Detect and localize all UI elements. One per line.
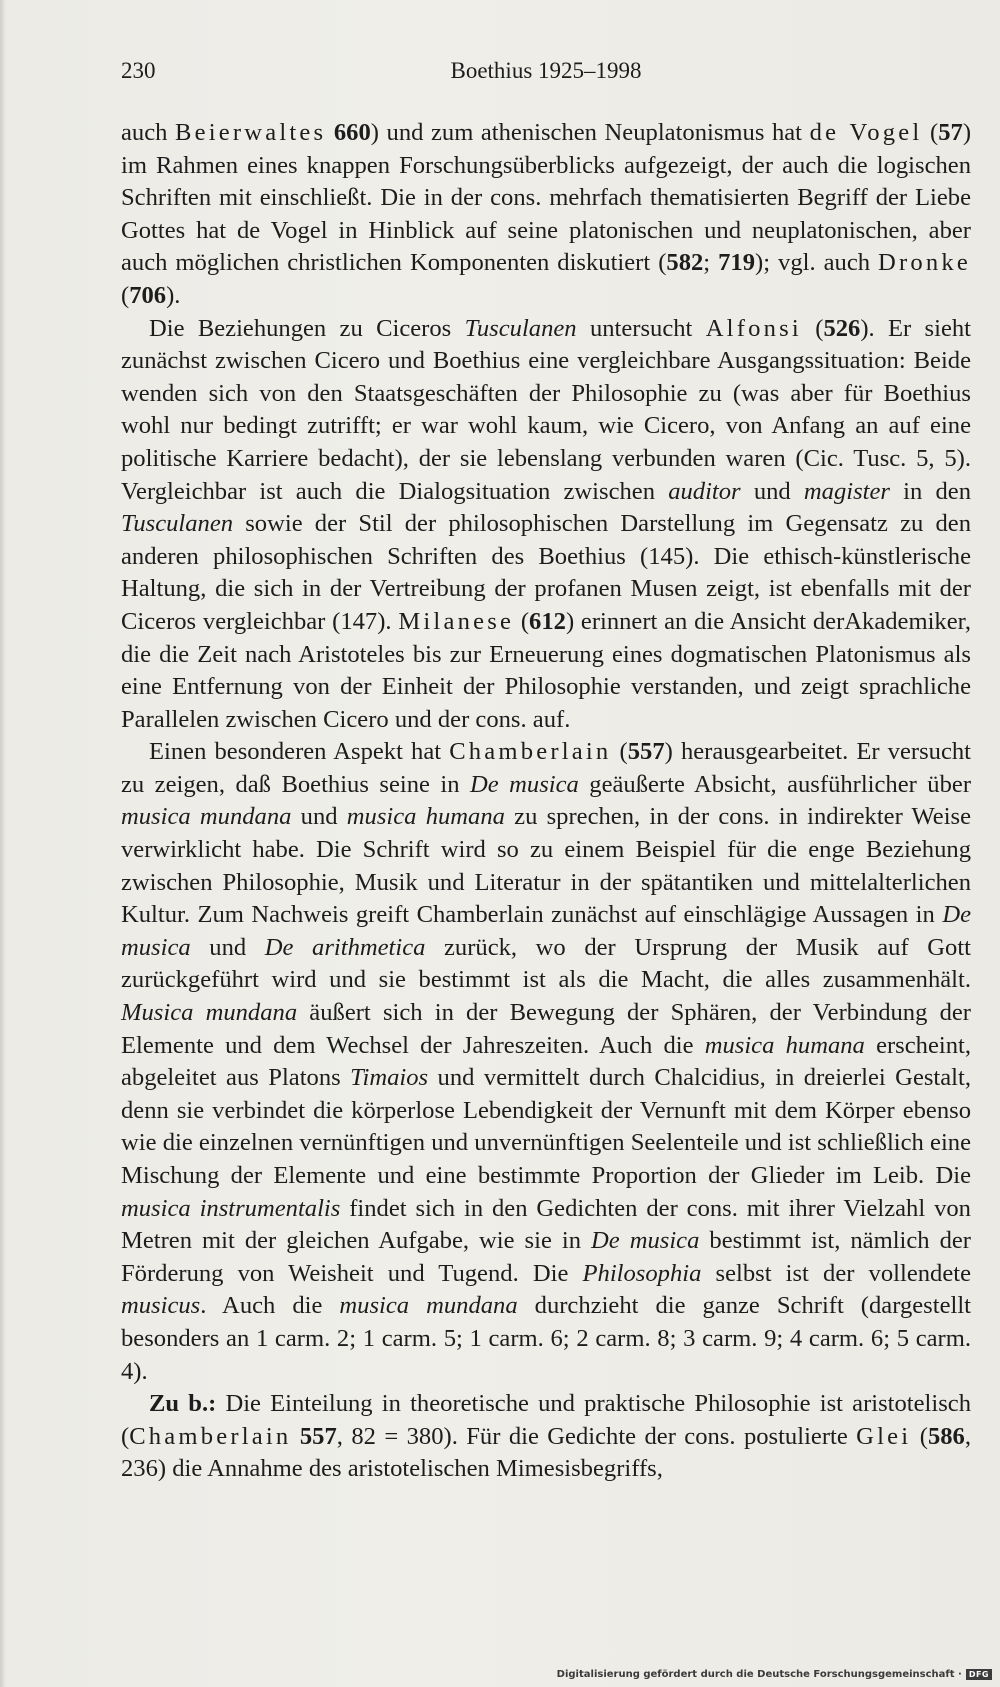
author-name: Glei: [856, 1422, 912, 1450]
text-run: ) herausgearbeitet. Er versucht zu zeigen, daß Boethius seine in: [121, 738, 971, 798]
author-name: de Vogel: [809, 119, 923, 146]
text-run: [326, 119, 334, 146]
italic-term: musica humana: [346, 803, 505, 831]
text-run: Einen besonderen Aspekt hat: [149, 738, 450, 766]
text-run: Die Einteilung in theoretische und praktische Philosophie ist aristotelisch (: [121, 1390, 971, 1450]
italic-term: musica instrumentalis: [121, 1194, 341, 1222]
text-run: ). Er sieht zunächst zwischen Cicero und Boethius eine vergleichbare Ausgangssituation: Beide wenden sich von den Staatsgeschäften der Philosophie zu (was aber für Boethius wohl nur bedingt zutrifft; er war wohl kaum, wie Cicero, von Anfang an auf eine politische Karriere bedacht), der sie lebenslang verbunden waren (Cic. Tusc. 5, 5). Vergleichbar ist auch die Dialogsituation zwischen: [121, 314, 971, 505]
bold-reference: 660: [333, 119, 371, 146]
text-run: (: [611, 738, 628, 766]
text-run: bestimmt ist, nämlich der Förderung von Weisheit und Tugend. Die: [121, 1227, 971, 1287]
text-run: ).: [166, 281, 181, 309]
author-name: Dronke: [878, 249, 972, 277]
text-run: . Auch die: [200, 1292, 340, 1320]
italic-term: musica mundana: [121, 803, 292, 831]
dfg-logo: DFG: [966, 1669, 992, 1680]
italic-term: De musica: [469, 770, 579, 798]
bold-reference: 706: [129, 281, 167, 309]
author-name: Alfonsi: [705, 314, 802, 342]
text-run: untersucht: [576, 314, 706, 342]
paragraph: [121, 1388, 971, 1486]
text-run: und: [291, 803, 347, 831]
bold-reference: 719: [718, 249, 756, 277]
text-run: auch: [121, 119, 175, 146]
italic-term: auditor: [668, 477, 741, 505]
author-name: Beierwaltes: [175, 119, 327, 146]
italic-term: Tusculanen: [121, 510, 234, 538]
italic-term: De musica: [591, 1227, 700, 1255]
text-run: ) und zum athenischen Neuplatonismus hat: [370, 119, 810, 146]
body-text: [121, 117, 971, 1486]
bold-reference: 586: [927, 1422, 965, 1450]
author-name: Milanese: [398, 607, 515, 635]
digitization-footer: [557, 1669, 992, 1680]
bold-reference: 557: [627, 738, 665, 766]
italic-term: musica mundana: [339, 1292, 518, 1320]
text-run: (: [801, 314, 824, 342]
page-header: [121, 58, 971, 88]
bold-reference: 57: [938, 119, 963, 146]
text-run: , 82 = 380). Für die Gedichte der cons. postulierte: [336, 1422, 857, 1450]
italic-term: Musica mundana: [121, 999, 298, 1027]
bold-reference: 612: [529, 607, 566, 635]
text-run: ) im Rahmen eines knappen Forschungsüberblicks aufgezeigt, der auch die logischen Schriften mit einschließt. Die in der cons. mehrfach thematisierten Begriff der Liebe Gottes hat de Vogel in Hinblick auf seine platonischen und neuplatonischen, aber auch möglichen christlichen Komponenten diskutiert (: [121, 119, 972, 277]
page-number: 230: [121, 58, 156, 83]
bold-reference: Zu b.:: [149, 1390, 217, 1418]
text-run: und vermittelt durch Chalcidius, in dreierlei Gestalt, denn sie verbindet die körperlose Lebendigkeit der Vernunft mit dem Körper ebenso wie die einzelnen vernünftigen und unvernünftigen Seelenteile und ist schließlich eine Mischung der Elemente und eine bestimmte Proportion der Glieder im Leib. Die: [121, 1064, 971, 1189]
text-run: durchzieht die ganze Schrift (dargestellt besonders an 1 carm. 2; 1 carm. 5; 1 carm. 6; 2 carm. 8; 3 carm. 9; 4 carm. 6; 5 carm. 4).: [121, 1292, 971, 1385]
paragraph: [121, 313, 971, 737]
italic-term: Philosophia: [582, 1259, 702, 1287]
author-name: Chamberlain: [449, 738, 612, 766]
text-run: [291, 1423, 299, 1450]
text-run: ); vgl. auch: [755, 249, 879, 277]
text-run: zu sprechen, in der cons. in indirekter Weise verwirklicht habe. Die Schrift wird so zu einem Beispiel für die enge Beziehung zwischen Philosophie, Musik und Literatur in der spätantiken und mittelalterlichen Kultur. Zum Nachweis greift Chamberlain zunächst auf einschlägige Aussagen in: [121, 803, 972, 929]
text-run: selbst ist der vollendete: [701, 1259, 971, 1287]
italic-term: De arithmetica: [264, 933, 426, 961]
bold-reference: 557: [299, 1422, 337, 1450]
text-run: erscheint, abgeleitet aus Platons: [121, 1031, 971, 1092]
text-run: zurück, wo der Ursprung der Musik auf Gott zurückgeführt wird und sie bestimmt ist als die Macht, die alles zusammenhält.: [121, 933, 971, 994]
text-run: und: [740, 477, 804, 505]
italic-term: Tusculanen: [464, 314, 577, 342]
italic-term: Timaios: [350, 1064, 429, 1092]
text-run: sowie der Stil der philosophischen Darstellung im Gegensatz zu den anderen philosophischen Schriften des Boethius (145). Die ethisch-künstlerische Haltung, die sich in der Vertreibung der profanen Musen zeigt, ist ebenfalls mit der Ciceros vergleichbar (147).: [121, 510, 971, 635]
text-run: findet sich in den Gedichten der cons. mit ihrer Vielzahl von Metren mit der gleichen Aufgabe, wie sie in: [121, 1194, 971, 1255]
text-run: (: [121, 281, 130, 309]
bold-reference: 526: [823, 314, 861, 342]
italic-term: De musica: [121, 901, 971, 961]
running-head: Boethius 1925–1998: [450, 58, 642, 83]
text-run: (: [911, 1422, 928, 1450]
text-run: ;: [703, 249, 719, 277]
italic-term: musica humana: [704, 1031, 865, 1059]
text-run: in den: [889, 477, 972, 505]
text-run: Die Beziehungen zu Ciceros: [149, 314, 465, 342]
text-run: und: [190, 933, 265, 961]
page-edge-shadow: [0, 0, 6, 1687]
text-run: (: [514, 607, 530, 635]
italic-term: magister: [803, 477, 890, 505]
text-run: äußert sich in der Bewegung der Sphären, der Verbindung der Elemente und dem Wechsel der Jahreszeiten. Auch die: [121, 999, 971, 1059]
text-run: (: [922, 119, 939, 146]
bold-reference: 582: [666, 249, 704, 277]
text-run: geäußerte Absicht, ausführlicher über: [578, 770, 972, 798]
text-run: , 236) die Annahme des aristotelischen Mimesisbegriffs,: [121, 1422, 971, 1483]
footer-text: Digitalisierung gefördert durch die Deutsche Forschungsgemeinschaft ·: [556, 1669, 962, 1680]
italic-term: musicus: [121, 1292, 201, 1320]
paragraph: [121, 117, 971, 313]
author-name: Chamberlain: [129, 1422, 292, 1450]
paragraph: [121, 736, 971, 1388]
text-run: ) erinnert an die Ansicht derAkademiker, die die Zeit nach Aristoteles bis zur Erneuerung eines dogmatischen Platonismus als eine Entfernung von der Einheit der Philosophie verstanden, und zeigt sprachliche Parallelen zwischen Cicero und der cons. auf.: [121, 607, 971, 733]
